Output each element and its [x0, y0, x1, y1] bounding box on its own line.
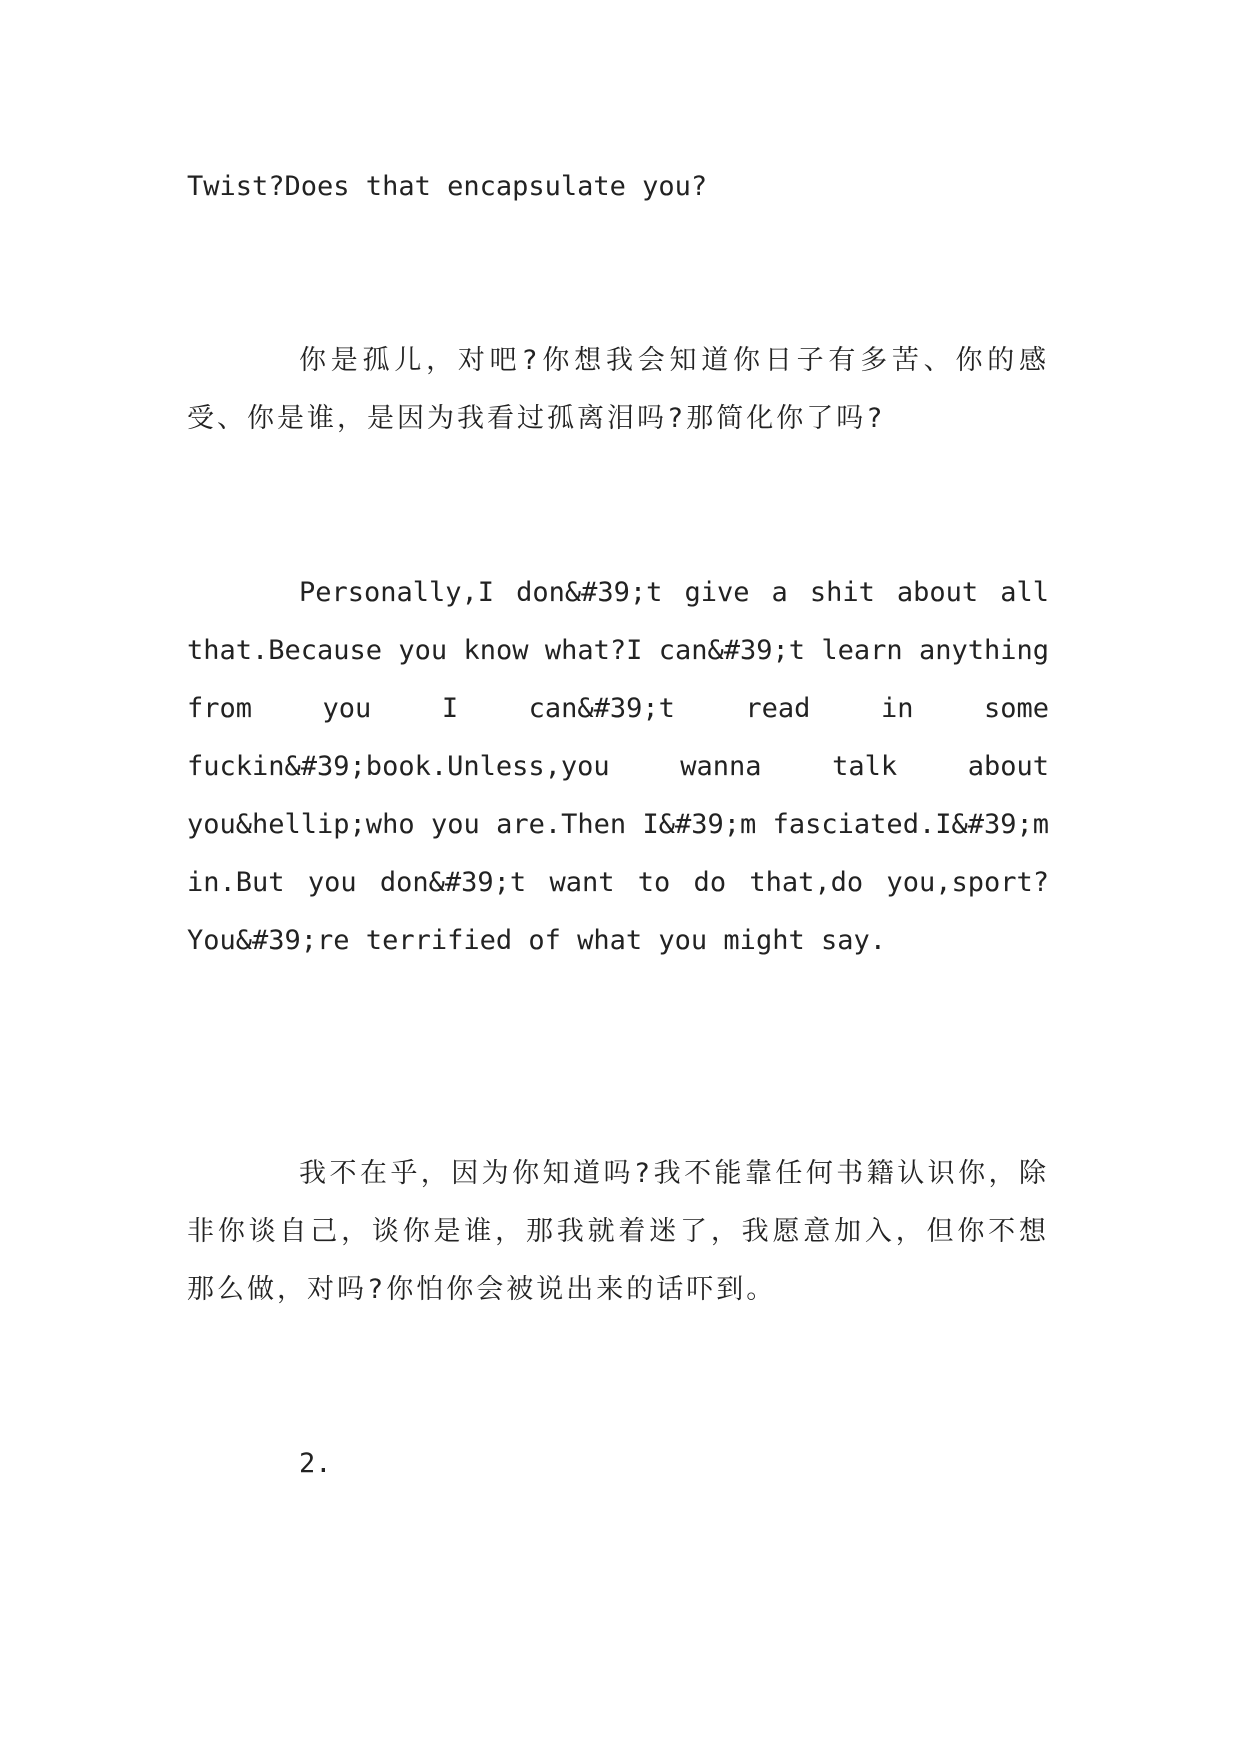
paragraph-english-2: Personally,I don&#39;t give a shit about all that.Because you know what?I can&#39;t learn anything from you I can&#39;t read in some fuckin&#39;book.Unless,you wanna talk about you&hellip;who you are.Then I&#39;m fasciated.I&#39;m in.But you don&#39;t want to do that,do you,sport?You&#39;re terrified of what you might say. [187, 577, 1049, 956]
paragraph-english-1: Twist?Does that encapsulate you? [187, 171, 708, 202]
section-number: 2. [299, 1448, 332, 1479]
paragraph-chinese-1: 你是孤儿，对吧?你想我会知道你日子有多苦、你的感受、你是谁，是因为我看过孤离泪吗?那简化你了吗? [187, 345, 1049, 434]
paragraph-chinese-2: 我不在乎，因为你知道吗?我不能靠任何书籍认识你，除非你谈自己，谈你是谁，那我就着迷了，我愿意加入，但你不想那么做，对吗?你怕你会被说出来的话吓到。 [187, 1158, 1049, 1305]
